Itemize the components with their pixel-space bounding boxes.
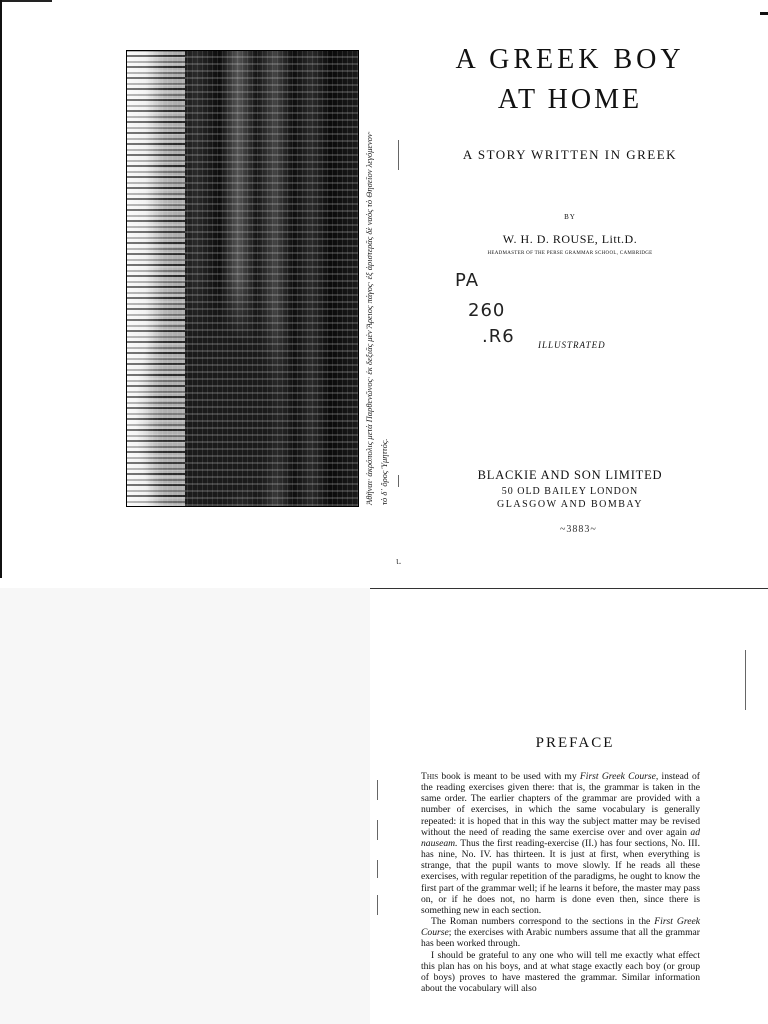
caption-line: τὸ δ᾽ ὄρος Ὑμηττός. bbox=[379, 438, 389, 505]
text-run: Thus the first reading-exercise (II.) has four sections, No. III. has nine, No. IV. has thirteen. It is just at first, when everything is strange, that the pupil wants to move slowly. If he reads all these exercises, with regular repetition of the paradigms, he ought to know the first part of the grammar well; if he learns it before, the master may pass on, or if he does not, no harm is done even then, since there is something new in each section. bbox=[421, 837, 700, 916]
book-title-line-2: AT HOME bbox=[497, 84, 643, 115]
scan-tick bbox=[760, 12, 768, 15]
blank-page-area bbox=[0, 588, 370, 1024]
text-run: book is meant to be used with my bbox=[438, 771, 580, 782]
handwritten-call-number: 260 bbox=[468, 300, 506, 321]
book-reference: First Greek Course, bbox=[579, 771, 659, 782]
author-name: W. H. D. ROUSE, Litt.D. bbox=[502, 232, 638, 246]
scan-mark bbox=[377, 820, 378, 840]
text-run: instead of the reading exercises given there: that is, the grammar is taken in the same order. The earlier chapters of the grammar are provided with a number of exercises, in which the same vocabulary is generally repeated: it is hoped that in this way the subject matter may be revised without the need of reading the same exercise over and over again bbox=[421, 771, 700, 838]
frontispiece-caption bbox=[362, 50, 394, 505]
scan-mark bbox=[398, 140, 399, 170]
publisher-address: 50 OLD BAILEY LONDON bbox=[501, 486, 639, 497]
page-divider bbox=[370, 588, 768, 589]
book-reference: First Greek Course bbox=[421, 916, 701, 939]
frontispiece-photo bbox=[126, 50, 359, 507]
scan-mark bbox=[398, 475, 399, 487]
publisher-name: BLACKIE AND SON LIMITED bbox=[477, 468, 663, 482]
by-label: BY bbox=[564, 213, 576, 221]
scan-edge bbox=[0, 0, 2, 578]
preface-heading: PREFACE bbox=[535, 735, 615, 751]
handwritten-call-number: .R6 bbox=[482, 326, 515, 347]
preface-paragraph bbox=[421, 916, 700, 949]
text-run: ; the exercises with Arabic numbers assume that all the grammar has been worked through. bbox=[421, 927, 700, 950]
scan-mark bbox=[377, 780, 378, 800]
illustrated-label: ILLUSTRATED bbox=[538, 340, 606, 350]
author-role: HEADMASTER OF THE PERSE GRAMMAR SCHOOL, CAMBRIDGE bbox=[487, 251, 653, 256]
handwritten-call-number: PA bbox=[455, 270, 480, 291]
scan-mark bbox=[377, 860, 378, 878]
publisher-cities: GLASGOW AND BOMBAY bbox=[497, 499, 643, 510]
scan-mark bbox=[377, 895, 378, 915]
book-subtitle: A STORY WRITTEN IN GREEK bbox=[462, 147, 678, 162]
dropcap-word: This bbox=[421, 771, 439, 782]
scan-rule bbox=[0, 0, 52, 2]
preface-body bbox=[421, 771, 700, 994]
caption-line: Ἀθῆναι· ἀκρόπολις μετὰ Παρθενῶνος· ἐκ δεξιᾶς μὲν Ἄρειος πάγος· ἐξ ἀριστερᾶς δὲ ναὸς τὸ Θησεῖον λεγόμενον· bbox=[364, 131, 374, 505]
book-title-line-1: A GREEK BOY bbox=[455, 44, 685, 75]
text-run: The Roman numbers correspond to the sections in the bbox=[431, 916, 655, 928]
accession-number: ~3883~ bbox=[560, 524, 597, 535]
latin-phrase: ad nauseam. bbox=[421, 826, 700, 849]
preface-paragraph bbox=[421, 771, 700, 916]
scan-mark bbox=[745, 650, 746, 710]
corner-mark: ɩ. bbox=[396, 556, 402, 567]
preface-paragraph: I should be grateful to any one who will tell me exactly what effect this plan has on his boys, and at what stage exactly each boy (or group of boys) proves to have mastered the grammar. Similar information about the vocabulary will also bbox=[421, 949, 700, 994]
